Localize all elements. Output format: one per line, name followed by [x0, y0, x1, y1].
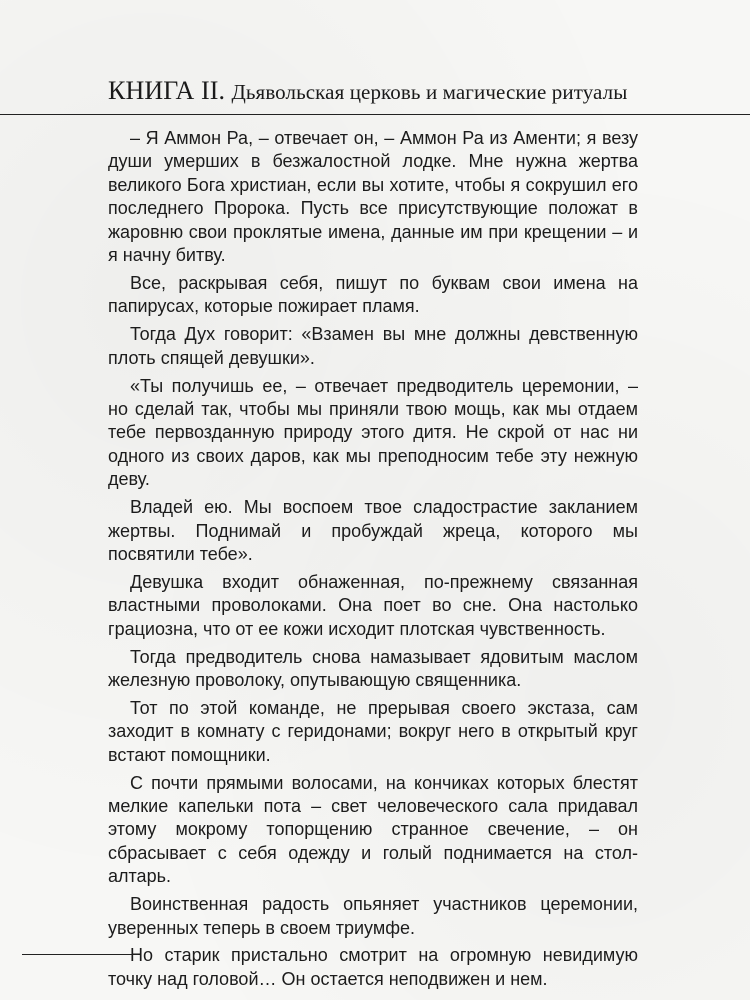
chapter-title: Дьявольская церковь и магические ритуалы: [231, 80, 628, 104]
paragraph: С почти прямыми волосами, на кончиках которых блестят мелкие капельки пота – свет человеческого сала придавал этому мокрому топорщению странное свечение, – он сбрасывает с себя одежду и голый поднимается на стол-алтарь.: [108, 772, 638, 887]
paragraph: «Ты получишь ее, – отвечает предводитель церемонии, – но сделай так, чтобы мы приняли твою мощь, как мы отдаем тебе первозданную природу этого дитя. Не скрой от нас ни одного из своих даров, как мы преподносим тебе эту нежную деву.: [108, 375, 638, 490]
paragraph: Девушка входит обнаженная, по-прежнему связанная властными проволоками. Она поет во сне. Она настолько грациозна, что от ее кожи исходит плотская чувственность.: [108, 571, 638, 639]
paragraph: Владей ею. Мы воспоем твое сладострастие закланием жертвы. Поднимай и пробуждай жреца, которого мы посвятили тебе».: [108, 497, 638, 564]
paragraph: Воинственная радость опьяняет участников церемонии, уверенных теперь в своем триумфе.: [108, 894, 638, 938]
running-header: [108, 76, 627, 106]
paragraph: – Я Аммон Ра, – отвечает он, – Аммон Ра из Аменти; я везу души умерших в безжалостной лодке. Мне нужна жертва великого Бога христиан, если вы хотите, чтобы я сокрушил его последнего Пророка. Пусть все присутствующие положат в жаровню свои проклятые имена, данные им при крещении – и я начну битву.: [108, 128, 638, 266]
paragraph: Тогда Дух говорит: «Взамен вы мне должны девственную плоть спящей девушки».: [108, 324, 638, 368]
book-number: КНИГА II.: [108, 76, 226, 105]
header-divider: [0, 114, 750, 115]
footnote-divider: [22, 954, 138, 955]
paragraph: Тот по этой команде, не прерывая своего экстаза, сам заходит в комнату с геридонами; вокруг него в открытый круг встают помощники.: [108, 697, 638, 765]
paragraph: Но старик пристально смотрит на огромную невидимую точку над головой… Он остается неподвижен и нем.: [108, 945, 638, 989]
paragraph: Тогда предводитель снова намазывает ядовитым маслом железную проволоку, опутывающую священника.: [108, 646, 638, 690]
body-text: [108, 127, 638, 991]
paragraph: Все, раскрывая себя, пишут по буквам свои имена на папирусах, которые пожирает пламя.: [108, 272, 638, 317]
